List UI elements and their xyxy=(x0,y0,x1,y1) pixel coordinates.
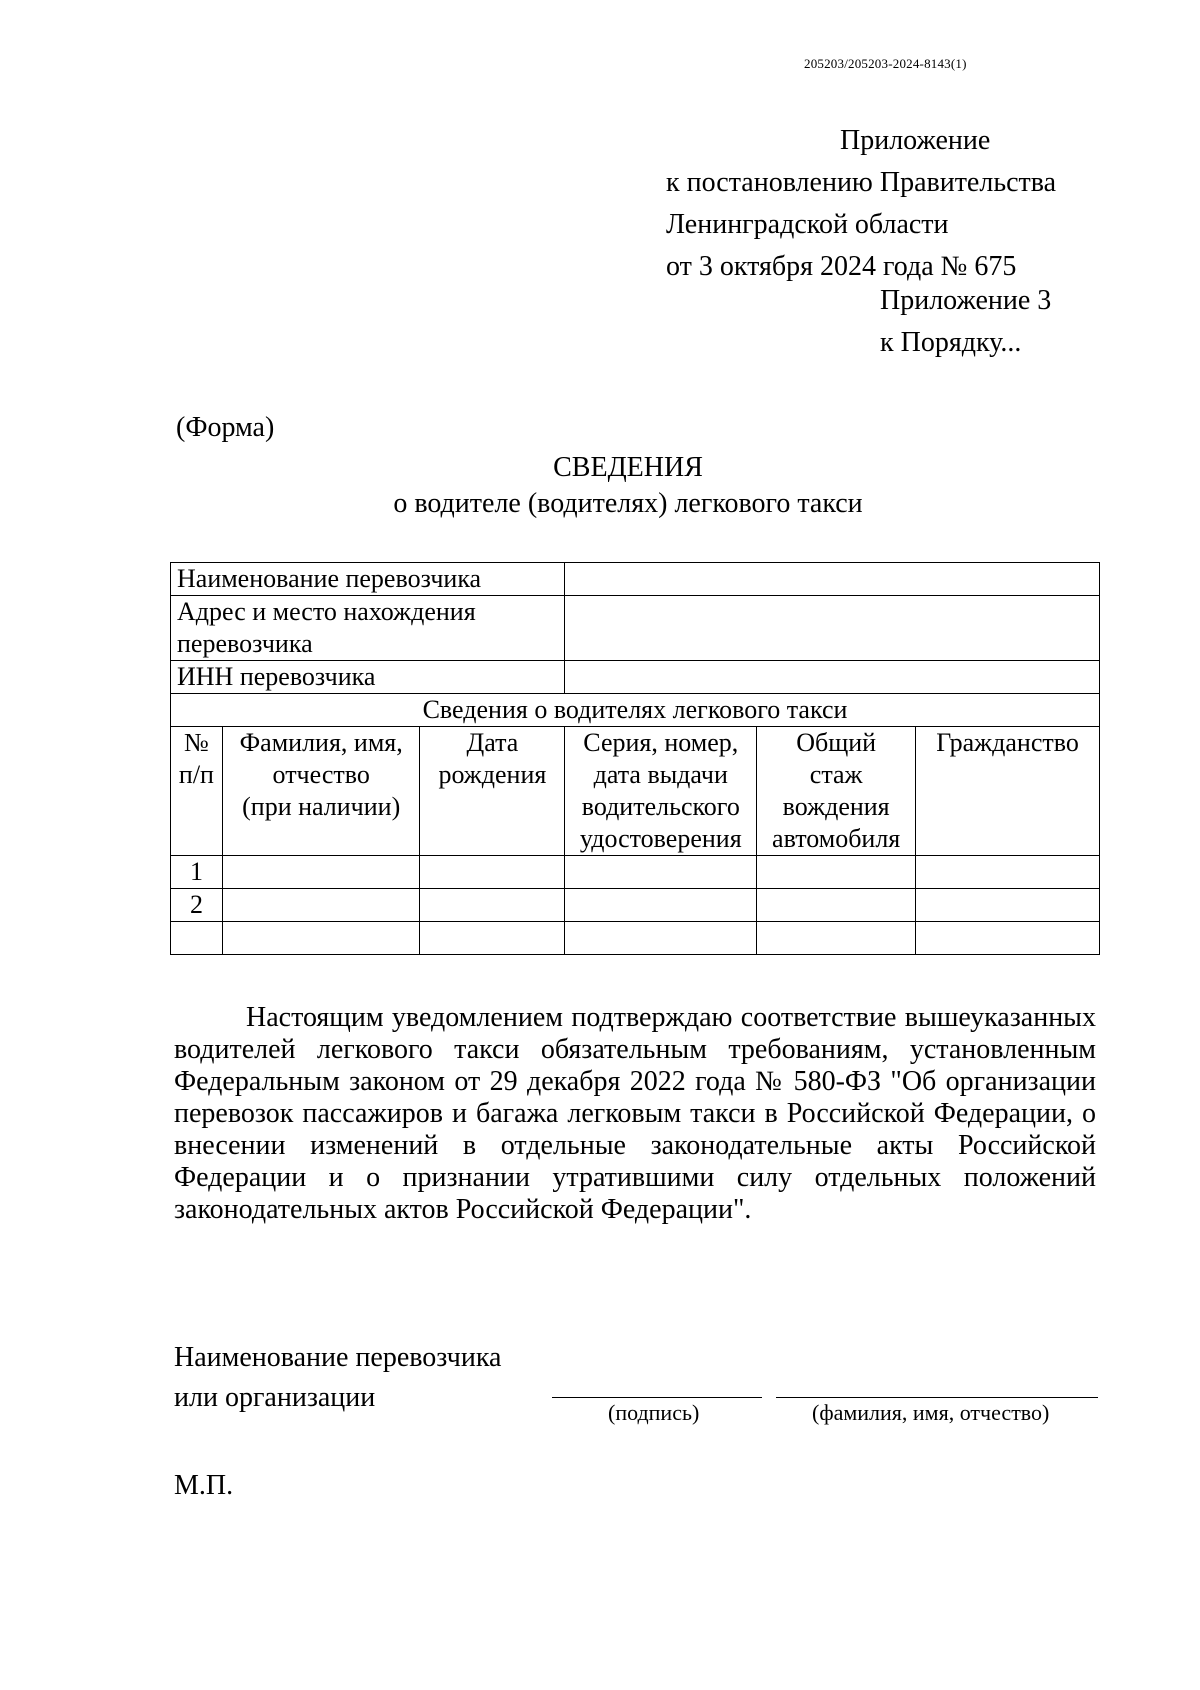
carrier-address-label-line-2: перевозчика xyxy=(177,629,313,658)
col-header-experience-line-3: вождения xyxy=(782,792,890,821)
appendix-line-1: Приложение xyxy=(840,125,991,156)
full-name-line[interactable] xyxy=(776,1397,1098,1398)
cell-birth-date[interactable] xyxy=(420,922,565,955)
col-header-number-line-1: № xyxy=(184,728,209,757)
col-header-license-line-2: дата выдачи xyxy=(593,760,728,789)
signature-caption: (подпись) xyxy=(608,1400,700,1425)
carrier-address-value[interactable] xyxy=(565,596,1100,661)
drivers-section-title: Сведения о водителях легкового такси xyxy=(171,694,1100,727)
drivers-form-table xyxy=(170,562,1100,955)
carrier-inn-row xyxy=(171,661,1100,694)
cell-citizenship[interactable] xyxy=(916,922,1100,955)
appendix-3-line-2: к Порядку... xyxy=(880,327,1022,358)
document-title: СВЕДЕНИЯ xyxy=(553,452,703,483)
cell-license[interactable] xyxy=(565,889,757,922)
column-header-row xyxy=(171,727,1100,856)
col-header-experience-line-4: автомобиля xyxy=(772,824,901,853)
row-number: 2 xyxy=(171,889,223,922)
col-header-license-line-3: водительского xyxy=(581,792,740,821)
cell-citizenship[interactable] xyxy=(916,889,1100,922)
table-row xyxy=(171,856,1100,889)
col-header-citizenship: Гражданство xyxy=(916,727,1100,856)
cell-citizenship[interactable] xyxy=(916,856,1100,889)
table-row xyxy=(171,922,1100,955)
full-name-caption: (фамилия, имя, отчество) xyxy=(812,1400,1050,1425)
col-header-number xyxy=(171,727,223,856)
cell-experience[interactable] xyxy=(757,856,916,889)
appendix-line-2: к постановлению Правительства xyxy=(666,167,1057,198)
row-number: 1 xyxy=(171,856,223,889)
col-header-license xyxy=(565,727,757,856)
form-label: (Форма) xyxy=(176,412,275,443)
confirmation-text: Настоящим уведомлением подтверждаю соответствие вышеуказанных водителей легкового такси обязательным требованиям, установленным Федеральным законом от 29 декабря 2022 года № 580-ФЗ "Об организации перевозок пассажиров и багажа легковым такси в Российской Федерации, о внесении изменений в отдельные законодательные акты Российской Федерации и о признании утратившими силу отдельных положений законодательных актов Российской Федерации". xyxy=(174,1002,1096,1225)
table-row xyxy=(171,889,1100,922)
carrier-name-label: Наименование перевозчика xyxy=(171,563,565,596)
section-title-row xyxy=(171,694,1100,727)
col-header-number-line-2: п/п xyxy=(178,760,214,789)
cell-full-name[interactable] xyxy=(222,856,420,889)
document-subtitle: о водителе (водителях) легкового такси xyxy=(393,488,863,519)
cell-license[interactable] xyxy=(565,922,757,955)
carrier-inn-value[interactable] xyxy=(565,661,1100,694)
col-header-birth-date-line-2: рождения xyxy=(438,760,547,789)
col-header-license-line-1: Серия, номер, xyxy=(583,728,739,757)
cell-birth-date[interactable] xyxy=(420,889,565,922)
col-header-experience xyxy=(757,727,916,856)
cell-license[interactable] xyxy=(565,856,757,889)
carrier-name-row xyxy=(171,563,1100,596)
col-header-full-name-line-2: отчество xyxy=(272,760,370,789)
stamp-place-label: М.П. xyxy=(174,1470,234,1501)
appendix-header xyxy=(666,120,1056,288)
col-header-experience-line-2: стаж xyxy=(809,760,863,789)
carrier-inn-label: ИНН перевозчика xyxy=(171,661,565,694)
cell-full-name[interactable] xyxy=(222,889,420,922)
cell-birth-date[interactable] xyxy=(420,856,565,889)
cell-experience[interactable] xyxy=(757,922,916,955)
carrier-address-label xyxy=(171,596,565,661)
appendix-line-4: от 3 октября 2024 года № 675 xyxy=(666,251,1017,282)
appendix-line-3: Ленинградской области xyxy=(666,209,949,240)
appendix-3-line-1: Приложение 3 xyxy=(880,285,1052,316)
carrier-address-label-line-1: Адрес и место нахождения xyxy=(177,597,476,626)
cell-experience[interactable] xyxy=(757,889,916,922)
col-header-full-name-line-3: (при наличии) xyxy=(242,792,401,821)
carrier-name-value[interactable] xyxy=(565,563,1100,596)
carrier-address-row xyxy=(171,596,1100,661)
col-header-experience-line-1: Общий xyxy=(796,728,877,757)
signature-block-label xyxy=(174,1338,501,1418)
col-header-birth-date-line-1: Дата xyxy=(466,728,519,757)
signature-line[interactable] xyxy=(552,1397,762,1398)
document-id: 205203/205203-2024-8143(1) xyxy=(804,56,967,71)
col-header-full-name-line-1: Фамилия, имя, xyxy=(239,728,403,757)
confirmation-paragraph xyxy=(174,1002,1096,1226)
col-header-full-name xyxy=(222,727,420,856)
row-number xyxy=(171,922,223,955)
appendix-3-header xyxy=(880,280,1051,364)
cell-full-name[interactable] xyxy=(222,922,420,955)
signature-label-line-2: или организации xyxy=(174,1382,376,1413)
col-header-license-line-4: удостоверения xyxy=(579,824,742,853)
col-header-birth-date xyxy=(420,727,565,856)
signature-label-line-1: Наименование перевозчика xyxy=(174,1342,502,1373)
